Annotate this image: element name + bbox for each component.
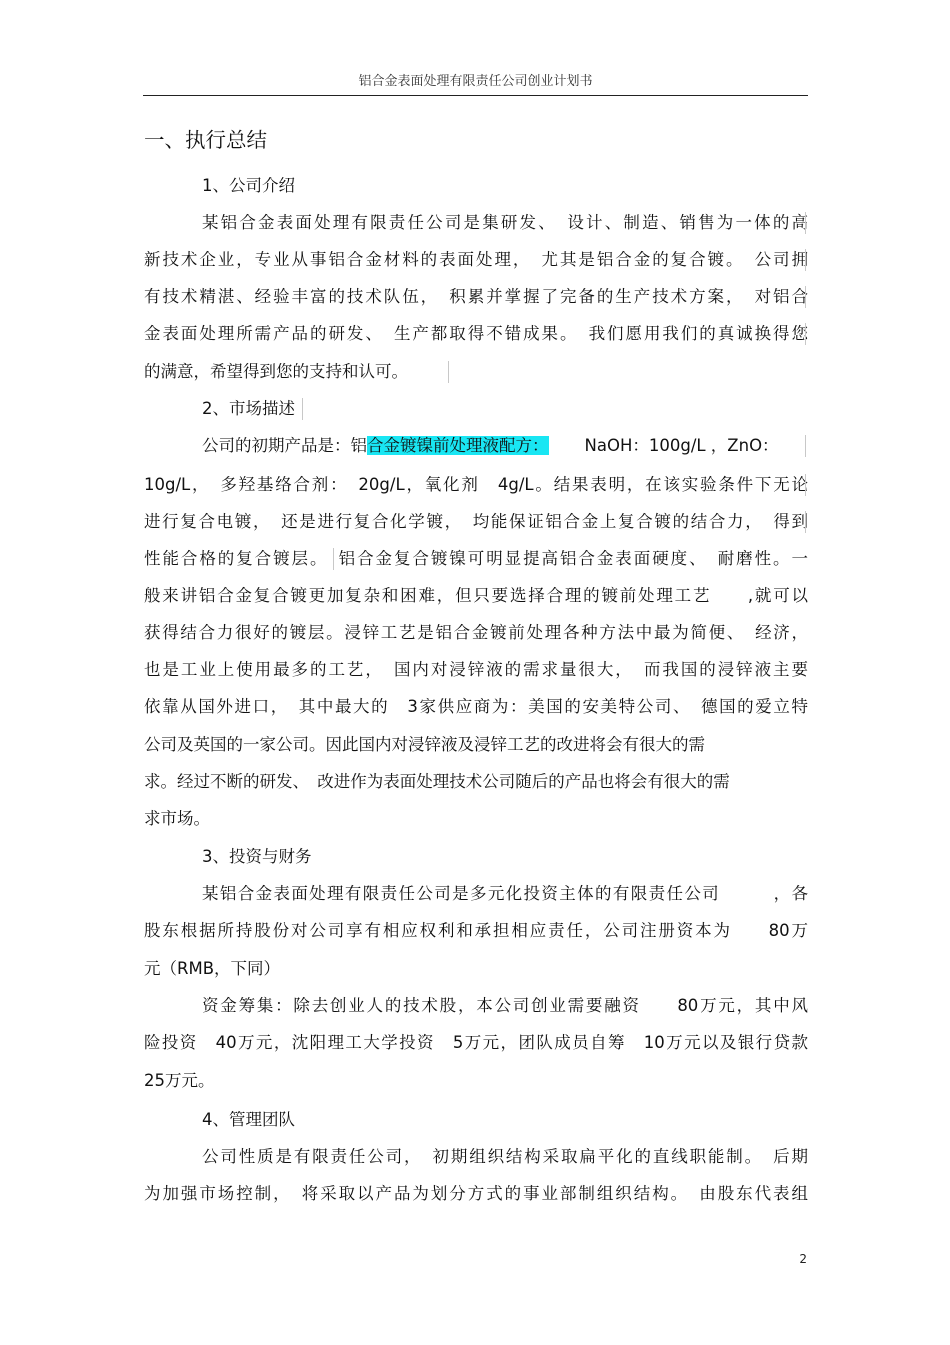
header-rule	[143, 95, 808, 96]
paragraph-line: 公司性质是有限责任公司， 初期组织结构采取扁平化的直线职能制。 后期	[202, 1147, 808, 1166]
paragraph-line: 的满意，希望得到您的支持和认可。	[144, 362, 408, 381]
formula-text: NaOH：100g/L ，ZnO：	[584, 436, 779, 455]
highlighted-formula-label: 合金镀镍前处理液配方：	[367, 436, 549, 455]
edge-mark	[448, 361, 449, 383]
edge-mark	[302, 398, 303, 420]
heading-executive-summary: 一、执行总结	[144, 128, 267, 152]
running-header: 铝合金表面处理有限责任公司创业计划书	[358, 74, 593, 89]
product-intro-text: 公司的初期产品是：铝	[202, 436, 367, 455]
paragraph-line: 进行复合电镀， 还是进行复合化学镀， 均能保证铝合金上复合镀的结合力， 得到	[144, 512, 808, 531]
paragraph-line: 为加强市场控制， 将采取以产品为划分方式的事业部制组织结构。 由股东代表组	[144, 1184, 808, 1203]
paragraph-line: 性能合格的复合镀层。 铝合金复合镀镍可明显提高铝合金表面硬度、 耐磨性。一	[144, 549, 808, 568]
paragraph-line: 10g/L， 多羟基络合剂： 20g/L，氧化剂 4g/L。结果表明，在该实验条件下无论	[144, 475, 808, 494]
paragraph-line: 获得结合力很好的镀层。浸锌工艺是铝合金镀前处理各种方法中最为简便、 经济，	[144, 623, 808, 642]
page-number: 2	[799, 1252, 807, 1266]
paragraph-line: 求市场。	[144, 809, 210, 828]
paragraph-line: 股东根据所持股份对公司享有相应权利和承担相应责任，公司注册资本为 80万	[144, 921, 808, 940]
section-3-title: 3、投资与财务	[202, 847, 312, 866]
paragraph-line: 有技术精湛、经验丰富的技术队伍， 积累并掌握了完备的生产技术方案， 对铝合	[144, 287, 808, 306]
paragraph-line: 某铝合金表面处理有限责任公司是集研发、 设计、制造、销售为一体的高	[202, 213, 808, 232]
edge-mark	[805, 323, 806, 345]
paragraph-line: 某铝合金表面处理有限责任公司是多元化投资主体的有限责任公司 ，各	[202, 884, 808, 903]
paragraph-line: 25万元。	[144, 1071, 215, 1090]
paragraph-line-product	[144, 434, 808, 458]
paragraph-line: 公司及英国的一家公司。因此国内对浸锌液及浸锌工艺的改进将会有很大的需	[144, 735, 705, 754]
edge-mark	[805, 286, 806, 308]
paragraph-line: 求。经过不断的研发、 改进作为表面处理技术公司随后的产品也将会有很大的需	[144, 772, 730, 791]
section-4-title: 4、管理团队	[202, 1110, 295, 1129]
edge-mark	[805, 249, 806, 271]
paragraph-line: 资金筹集：除去创业人的技术股，本公司创业需要融资 80万元，其中风	[202, 996, 808, 1015]
edge-mark	[805, 474, 806, 496]
paragraph-line: 依靠从国外进口， 其中最大的 3家供应商为：美国的安美特公司、 德国的爱立特	[144, 697, 808, 716]
edge-mark	[805, 511, 806, 533]
paragraph-line: 险投资 40万元，沈阳理工大学投资 5万元，团队成员自筹 10万元以及银行贷款	[144, 1033, 808, 1052]
edge-mark	[333, 548, 334, 570]
paragraph-line: 元（RMB，下同）	[144, 959, 281, 978]
edge-mark	[805, 435, 806, 457]
paragraph-line: 也是工业上使用最多的工艺， 国内对浸锌液的需求量很大， 而我国的浸锌液主要	[144, 660, 808, 679]
paragraph-line: 新技术企业，专业从事铝合金材料的表面处理， 尤其是铝合金的复合镀。 公司拥	[144, 250, 808, 269]
edge-mark	[805, 212, 806, 234]
section-2-title: 2、市场描述	[202, 399, 295, 418]
paragraph-line: 般来讲铝合金复合镀更加复杂和困难，但只要选择合理的镀前处理工艺 ,就可以	[144, 586, 808, 605]
paragraph-line: 金表面处理所需产品的研发、 生产都取得不错成果。 我们愿用我们的真诚换得您	[144, 324, 808, 343]
section-1-title: 1、公司介绍	[202, 176, 295, 195]
